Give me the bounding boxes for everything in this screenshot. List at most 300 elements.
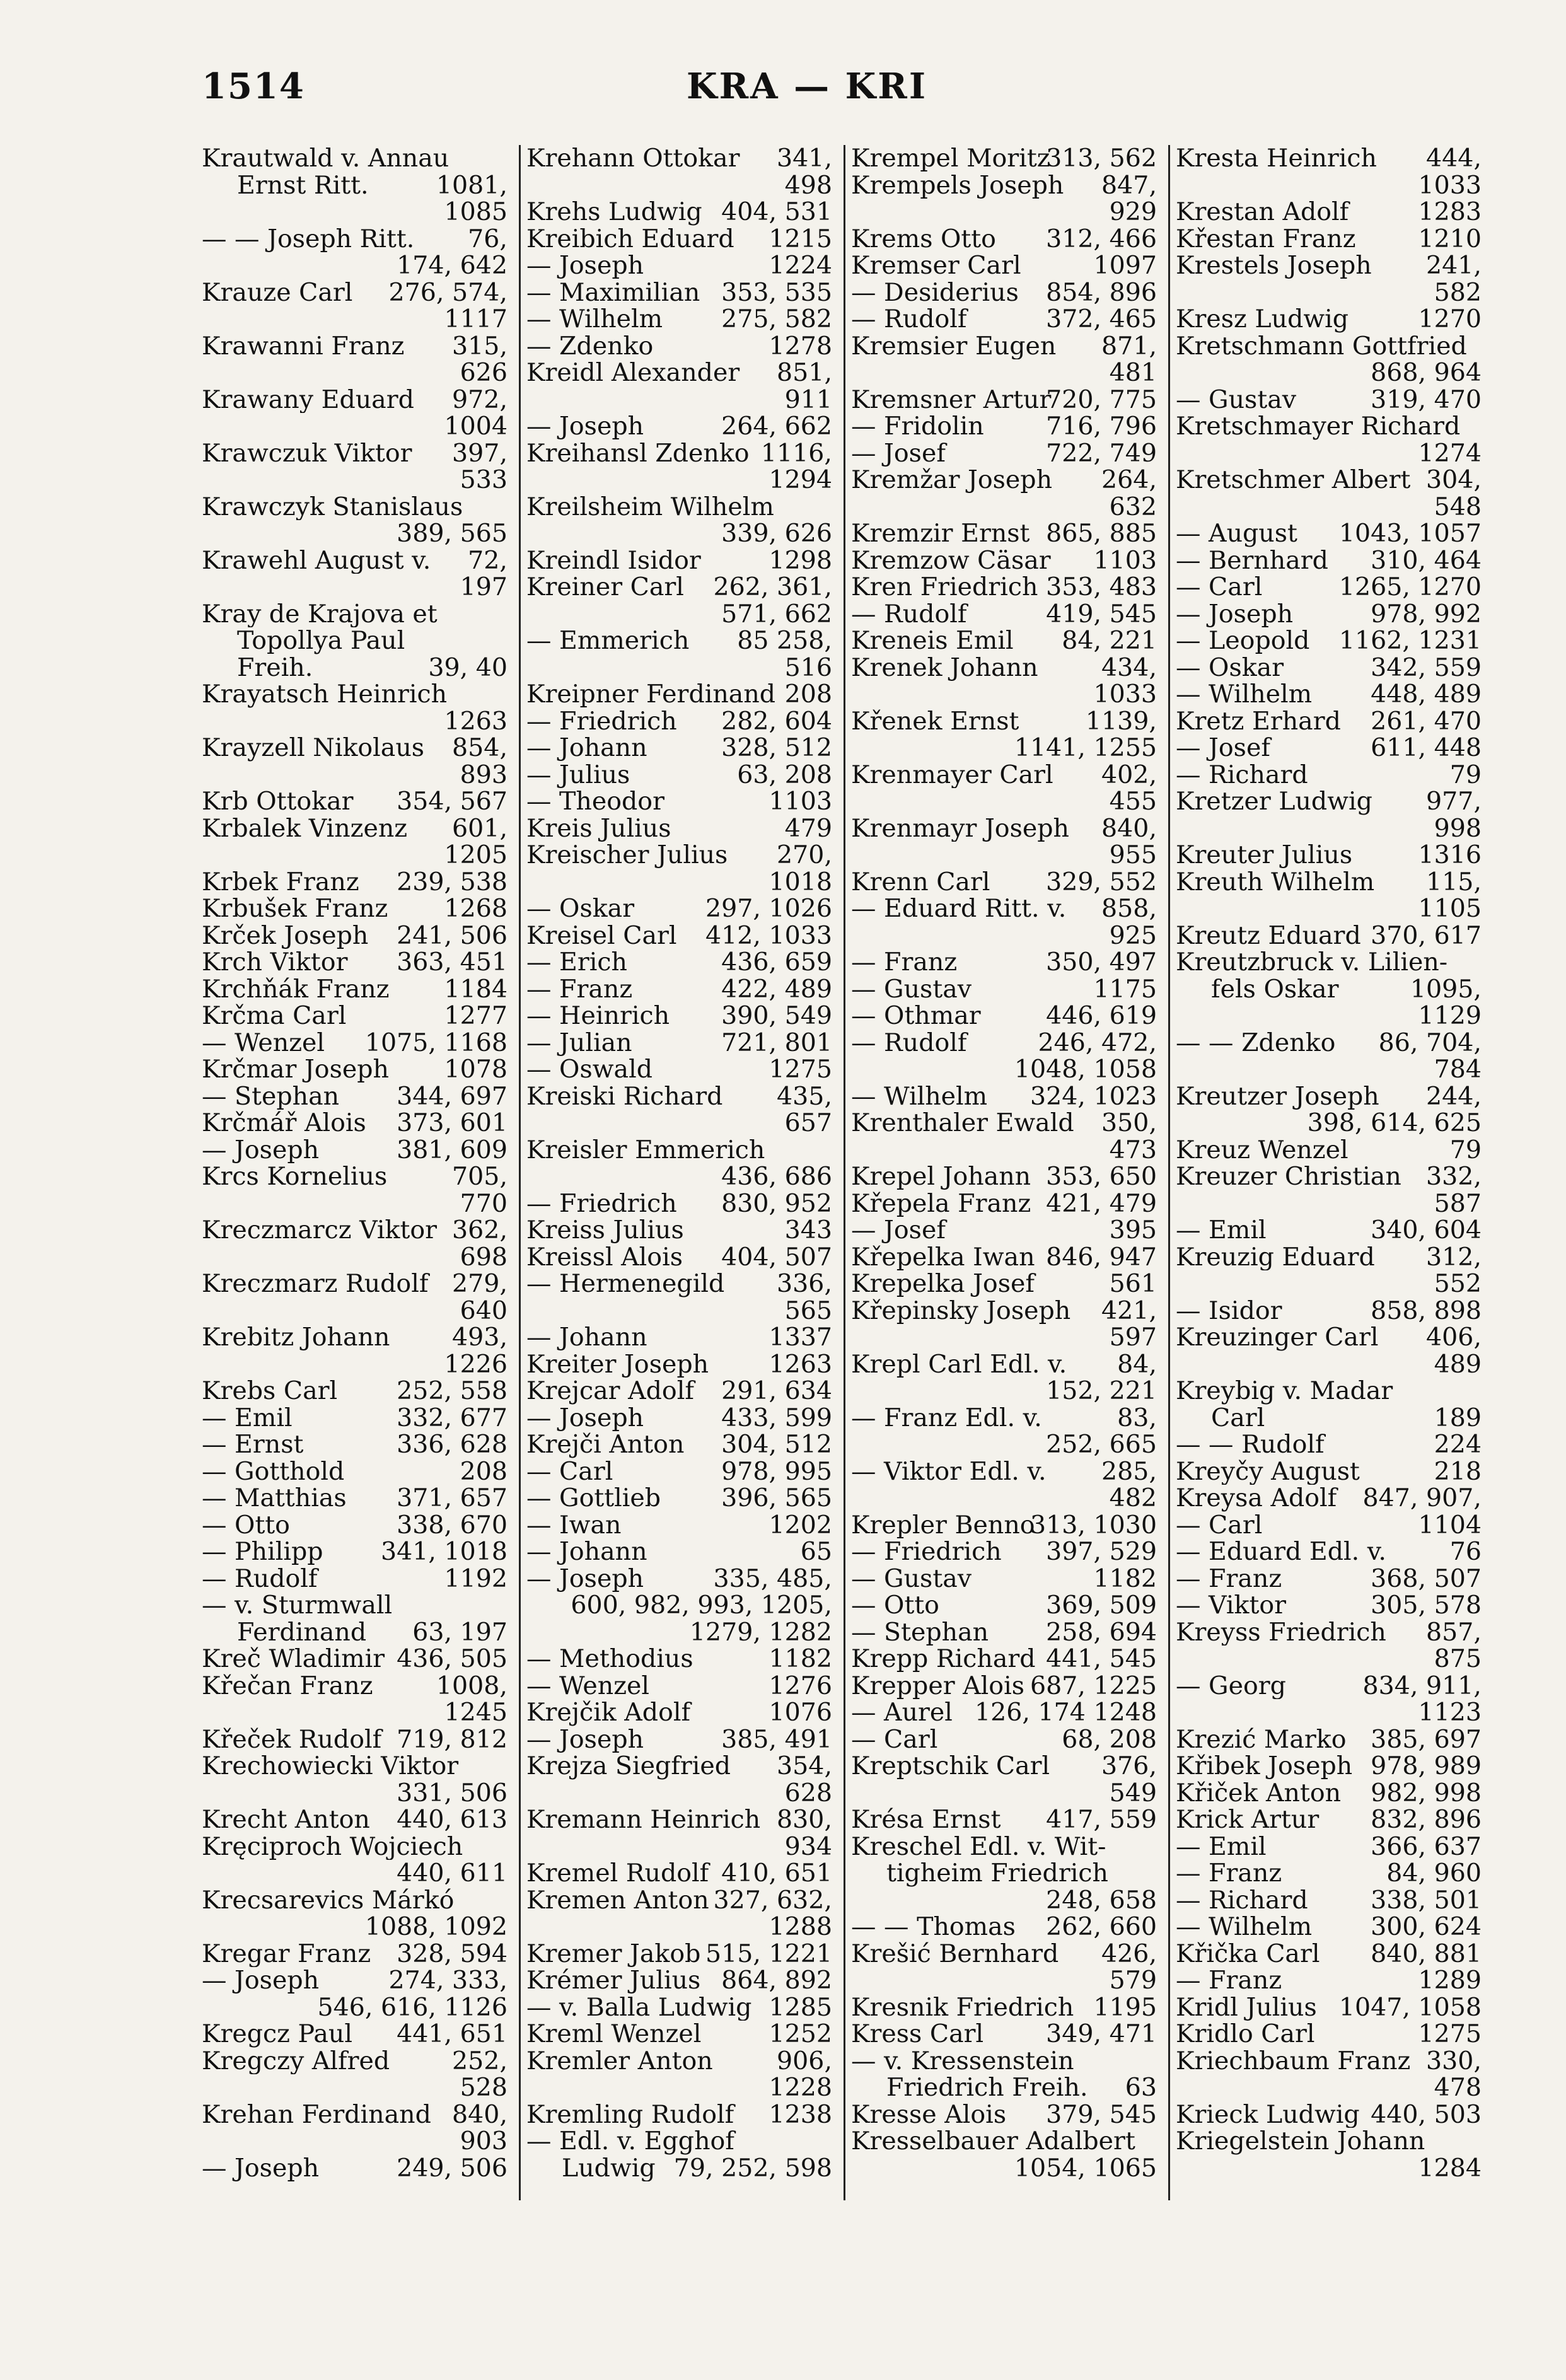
entry-pages: 390, 549 — [721, 1002, 832, 1030]
entry-name: — Johann — [526, 1538, 647, 1565]
index-entry — [526, 1699, 832, 1726]
index-entry — [526, 333, 832, 360]
entry-name: Kreuter Julius — [1176, 842, 1353, 869]
entry-pages: 1008, — [436, 1672, 508, 1699]
entry-name: — Julian — [526, 1029, 632, 1056]
entry-name: — Franz Edl. v. — [851, 1404, 1042, 1431]
index-entry — [1176, 1351, 1482, 1378]
entry-pages: 840, — [1101, 815, 1157, 842]
entry-name: Krejčik Adolf — [526, 1699, 691, 1726]
index-entry — [851, 172, 1157, 199]
entry-pages: 422, 489 — [721, 975, 832, 1002]
index-entry — [202, 815, 508, 842]
entry-pages: 328, 594 — [397, 1940, 508, 1967]
entry-pages: 1294 — [768, 467, 832, 494]
entry-name: Křička Carl — [1176, 1940, 1320, 1967]
index-entry — [526, 2048, 832, 2075]
entry-name: — Joseph — [202, 1967, 320, 1994]
entry-pages: 640 — [460, 1297, 508, 1324]
index-entry — [202, 1565, 508, 1593]
index-entry — [202, 333, 508, 360]
entry-name: — Gotthold — [202, 1458, 345, 1485]
entry-pages: 446, 619 — [1046, 1002, 1157, 1030]
index-entry — [1176, 1485, 1482, 1512]
entry-name: Krepper Alois — [851, 1672, 1024, 1699]
entry-pages: 1103 — [768, 788, 832, 815]
entry-pages: 421, — [1101, 1297, 1157, 1324]
entry-name: — Franz — [851, 949, 958, 976]
index-entry — [202, 226, 508, 253]
entry-name: Krejcar Adolf — [526, 1378, 694, 1405]
index-entry — [851, 1431, 1157, 1458]
entry-pages: 264, 662 — [721, 413, 832, 440]
index-entry — [526, 1270, 832, 1297]
index-entry — [202, 1110, 508, 1137]
entry-pages: 687, 1225 — [1030, 1672, 1157, 1699]
entry-name: Kreschel Edl. v. Wit- — [851, 1833, 1106, 1860]
entry-name: — Otto — [851, 1592, 939, 1619]
index-entry — [202, 2101, 508, 2128]
index-entry — [1176, 2021, 1482, 2048]
entry-pages: 716, 796 — [1046, 413, 1157, 440]
entry-pages: 341, 1018 — [380, 1538, 508, 1565]
entry-name: — Joseph — [526, 1565, 644, 1592]
entry-name: — Richard — [1176, 1886, 1308, 1913]
entry-name: — Stephan — [851, 1618, 989, 1646]
entry-pages: 332, — [1426, 1163, 1482, 1190]
entry-pages: 354, 567 — [397, 788, 508, 815]
index-entry — [851, 333, 1157, 360]
entry-pages: 241, 506 — [397, 922, 508, 949]
index-entry — [526, 440, 832, 467]
index-entry — [202, 1431, 508, 1458]
entry-name: Krepler Benno — [851, 1511, 1035, 1538]
entry-pages: 587 — [1434, 1190, 1482, 1217]
index-entry — [1176, 494, 1482, 521]
index-entry — [1176, 1565, 1482, 1593]
index-entry — [1176, 922, 1482, 949]
entry-pages: 406, — [1426, 1324, 1482, 1351]
entry-name: Kresz Ludwig — [1176, 306, 1349, 333]
index-entry — [202, 1913, 508, 1941]
entry-name: Kreyss Friedrich — [1176, 1618, 1386, 1646]
entry-name: Krenek Johann — [851, 654, 1038, 681]
index-entry — [202, 547, 508, 574]
entry-name: Kreč Wladimir — [202, 1646, 385, 1673]
entry-pages: 1104 — [1418, 1511, 1482, 1538]
entry-name: — Wilhelm — [851, 1083, 988, 1110]
entry-pages: 344, 697 — [397, 1083, 508, 1110]
entry-pages: 436, 659 — [721, 949, 832, 976]
index-entry — [1176, 1780, 1482, 1807]
entry-pages: 261, 470 — [1371, 707, 1482, 734]
index-entry — [1176, 842, 1482, 869]
entry-pages: 397, — [452, 439, 508, 467]
index-entry — [526, 574, 832, 601]
entry-name: Kreuz Wenzel — [1176, 1136, 1348, 1163]
entry-pages: 315, — [452, 332, 508, 359]
index-entry — [1176, 440, 1482, 467]
entry-pages: 597 — [1109, 1324, 1157, 1351]
entry-pages: 338, 670 — [397, 1511, 508, 1538]
index-entry — [202, 520, 508, 547]
entry-name: Kreipner Ferdinand — [526, 681, 776, 708]
entry-name: Kreml Wenzel — [526, 2021, 702, 2048]
entry-name: Kresta Heinrich — [1176, 145, 1377, 172]
entry-pages: 1048, 1058 — [1014, 1056, 1157, 1083]
entry-pages: 893 — [460, 761, 508, 788]
entry-name: Krésa Ernst — [851, 1806, 1001, 1833]
index-entry — [1176, 1137, 1482, 1164]
index-entry — [526, 1726, 832, 1753]
entry-pages: 440, 611 — [397, 1860, 508, 1887]
entry-pages: 657 — [784, 1110, 832, 1137]
entry-name: Kreczmarz Rudolf — [202, 1270, 429, 1297]
index-entry — [851, 547, 1157, 574]
index-entry — [202, 1405, 508, 1432]
index-entry — [202, 842, 508, 869]
entry-name: — Stephan — [202, 1083, 340, 1110]
index-entry — [851, 1351, 1157, 1378]
entry-name: Freih. — [237, 654, 313, 681]
index-entry — [202, 2048, 508, 2075]
entry-pages: 1270 — [1418, 306, 1482, 333]
entry-name: — Othmar — [851, 1002, 981, 1030]
entry-pages: 455 — [1109, 788, 1157, 815]
entry-name: — Philipp — [202, 1538, 323, 1565]
entry-pages: 305, 578 — [1371, 1592, 1482, 1619]
entry-pages: 565 — [784, 1297, 832, 1324]
index-entry — [202, 2021, 508, 2048]
index-entry — [851, 2101, 1157, 2128]
index-column-1 — [202, 145, 508, 2207]
index-entry — [202, 172, 508, 199]
index-entry — [851, 2074, 1157, 2101]
entry-pages: 72, — [468, 547, 508, 574]
entry-pages: 63 — [1125, 2074, 1157, 2101]
entry-pages: 291, 634 — [721, 1378, 832, 1405]
entry-name: — Franz — [526, 975, 633, 1002]
entry-pages: 252, 558 — [397, 1378, 508, 1405]
index-entry — [526, 2101, 832, 2128]
entry-name: — Eduard Ritt. v. — [851, 895, 1067, 922]
index-entry — [1176, 467, 1482, 494]
entry-name: — Friedrich — [851, 1538, 1002, 1565]
entry-name: — Emmerich — [526, 627, 690, 654]
entry-pages: 528 — [460, 2074, 508, 2101]
entry-pages: 312, — [1426, 1243, 1482, 1270]
index-entry — [202, 1699, 508, 1726]
entry-pages: 1162, 1231 — [1338, 627, 1482, 654]
entry-name: Kreissl Alois — [526, 1243, 683, 1270]
entry-pages: 1117 — [444, 306, 508, 333]
entry-name: Kreisler Emmerich — [526, 1136, 765, 1163]
entry-pages: 548 — [1434, 493, 1482, 520]
entry-name: — Oskar — [1176, 654, 1284, 681]
index-entry — [526, 1538, 832, 1565]
index-entry — [1176, 949, 1482, 976]
index-entry — [1176, 279, 1482, 306]
index-entry — [851, 788, 1157, 815]
entry-name: — — Rudolf — [1176, 1431, 1325, 1458]
entry-name: Krch Viktor — [202, 949, 348, 976]
index-entry — [851, 1619, 1157, 1646]
entry-pages: 300, 624 — [1371, 1913, 1482, 1941]
entry-pages: 601, — [452, 815, 508, 842]
entry-name: Kresselbauer Adalbert — [851, 2128, 1135, 2155]
index-entry — [851, 145, 1157, 172]
entry-pages: 978, 989 — [1371, 1753, 1482, 1780]
index-entry — [202, 306, 508, 333]
entry-name: — Franz — [1176, 1860, 1282, 1887]
entry-name: — Joseph — [526, 1726, 644, 1753]
entry-pages: 840, — [452, 2101, 508, 2128]
index-entry — [851, 1512, 1157, 1539]
entry-name: — Emil — [1176, 1217, 1267, 1244]
entry-pages: 552 — [1434, 1270, 1482, 1297]
entry-pages: 929 — [1109, 199, 1157, 226]
index-entry — [202, 976, 508, 1003]
entry-name: Křepinsky Joseph — [851, 1297, 1071, 1324]
index-entry — [202, 1726, 508, 1753]
entry-pages: 498 — [784, 171, 832, 199]
entry-name: — Johann — [526, 1324, 647, 1351]
entry-pages: 376, — [1101, 1753, 1157, 1780]
entry-name: Ferdinand — [237, 1618, 367, 1646]
entry-name: Kretz Erhard — [1176, 707, 1341, 734]
index-entry — [202, 1030, 508, 1057]
index-entry — [851, 1244, 1157, 1271]
entry-pages: 395 — [1109, 1217, 1157, 1244]
index-entry — [526, 1351, 832, 1378]
entry-name: Krempel Moritz — [851, 145, 1050, 172]
entry-name: Kreibich Eduard — [526, 225, 734, 252]
entry-pages: 366, 637 — [1371, 1833, 1482, 1860]
entry-pages: 1105 — [1418, 895, 1482, 922]
entry-pages: 338, 501 — [1371, 1886, 1482, 1913]
entry-pages: 270, — [777, 842, 832, 869]
entry-pages: 998 — [1434, 815, 1482, 842]
entry-name: — Gustav — [851, 975, 972, 1002]
index-entry — [202, 681, 508, 708]
entry-pages: 1103 — [1093, 547, 1157, 574]
index-entry — [851, 1967, 1157, 1994]
entry-name: — Leopold — [1176, 627, 1310, 654]
entry-pages: 83, — [1117, 1404, 1157, 1431]
index-entry — [202, 1458, 508, 1485]
index-entry — [526, 1190, 832, 1217]
entry-pages: 86, 704, — [1378, 1029, 1482, 1056]
entry-name: — Josef — [851, 439, 946, 467]
entry-pages: 441, 651 — [397, 2021, 508, 2048]
entry-pages: 434, — [1101, 654, 1157, 681]
entry-name: Kridl Julius — [1176, 1994, 1317, 2021]
entry-pages: 977, — [1426, 788, 1482, 815]
entry-pages: 982, 998 — [1371, 1779, 1482, 1806]
index-entry — [1176, 359, 1482, 386]
index-entry — [526, 1753, 832, 1780]
entry-pages: 832, 896 — [1371, 1806, 1482, 1833]
index-entry — [1176, 1994, 1482, 2021]
index-entry — [202, 949, 508, 976]
entry-name: — Emil — [1176, 1833, 1267, 1860]
entry-name: Kreybig v. Madar — [1176, 1378, 1393, 1405]
entry-pages: 698 — [460, 1243, 508, 1270]
entry-pages: 1097 — [1093, 252, 1157, 279]
entry-pages: 1182 — [768, 1646, 832, 1673]
entry-name: Kreidl Alexander — [526, 359, 740, 386]
entry-pages: 1215 — [768, 225, 832, 252]
entry-name: — Desiderius — [851, 279, 1019, 306]
entry-name: Krayatsch Heinrich — [202, 681, 448, 708]
index-entry — [526, 1860, 832, 1887]
index-entry — [1176, 1913, 1482, 1941]
index-entry — [851, 1030, 1157, 1057]
index-entry — [202, 1244, 508, 1271]
index-entry — [526, 1941, 832, 1968]
entry-pages: 582 — [1434, 279, 1482, 306]
index-entry — [851, 440, 1157, 467]
entry-pages: 335, 485, — [713, 1565, 832, 1592]
entry-pages: 1288 — [768, 1913, 832, 1941]
index-entry — [1176, 1270, 1482, 1297]
index-entry — [526, 1458, 832, 1485]
index-entry — [202, 1753, 508, 1780]
index-entry — [202, 574, 508, 601]
index-entry — [202, 413, 508, 440]
entry-name: — Viktor Edl. v. — [851, 1458, 1047, 1485]
index-entry — [851, 949, 1157, 976]
index-entry — [526, 226, 832, 253]
entry-pages: 473 — [1109, 1136, 1157, 1163]
entry-pages: 404, 507 — [721, 1243, 832, 1270]
entry-pages: 197 — [460, 574, 508, 601]
entry-pages: 385, 491 — [721, 1726, 832, 1753]
index-entry — [202, 1887, 508, 1914]
index-entry — [526, 1137, 832, 1164]
entry-pages: 336, 628 — [397, 1431, 508, 1458]
entry-pages: 369, 509 — [1046, 1592, 1157, 1619]
entry-name: Křenek Ernst — [851, 707, 1019, 734]
entry-name: Křeček Rudolf — [202, 1726, 382, 1753]
entry-name: Kriechbaum Franz — [1176, 2047, 1411, 2074]
entry-pages: 1275 — [768, 1056, 832, 1083]
entry-pages: 784 — [1434, 1056, 1482, 1083]
entry-name: — Josef — [851, 1217, 946, 1244]
index-entry — [526, 1994, 832, 2021]
entry-pages: 854, — [452, 734, 508, 762]
entry-pages: 1279, 1282 — [689, 1618, 832, 1646]
entry-pages: 435, — [777, 1083, 832, 1110]
entry-name: Krepp Richard — [851, 1646, 1036, 1673]
index-entry — [1176, 627, 1482, 654]
entry-pages: 906, — [777, 2047, 832, 2074]
entry-pages: 402, — [1101, 761, 1157, 788]
entry-pages: 274, 333, — [388, 1967, 508, 1994]
index-entry — [526, 1619, 832, 1646]
index-entry — [202, 386, 508, 414]
entry-pages: 1175 — [1093, 975, 1157, 1002]
index-entry — [202, 1137, 508, 1164]
entry-name: Kreindl Isidor — [526, 547, 701, 574]
entry-pages: 1228 — [768, 2074, 832, 2101]
entry-pages: 410, 651 — [721, 1860, 832, 1887]
index-entry — [526, 199, 832, 226]
entry-name: — Ernst — [202, 1431, 304, 1458]
index-entry — [202, 252, 508, 279]
entry-pages: 370, 617 — [1371, 922, 1482, 949]
index-entry — [1176, 1833, 1482, 1860]
index-entry — [526, 1806, 832, 1833]
index-entry — [526, 1565, 832, 1593]
entry-name: — Maximilian — [526, 279, 700, 306]
entry-name: Friedrich Freih. — [886, 2074, 1088, 2101]
index-entry — [202, 1002, 508, 1030]
index-entry — [526, 976, 832, 1003]
index-entry — [526, 386, 832, 414]
index-entry — [526, 869, 832, 896]
entry-pages: 343 — [784, 1217, 832, 1244]
index-entry — [851, 815, 1157, 842]
index-entry — [851, 252, 1157, 279]
index-entry — [526, 1512, 832, 1539]
entry-pages: 433, 599 — [721, 1404, 832, 1431]
entry-pages: 152, 221 — [1046, 1378, 1157, 1405]
entry-name: — Joseph — [526, 1404, 644, 1431]
index-entry — [851, 1994, 1157, 2021]
entry-name: — Rudolf — [851, 1029, 967, 1056]
entry-name: Kreptschik Carl — [851, 1753, 1050, 1780]
entry-name: Kreutz Eduard — [1176, 922, 1361, 949]
entry-name: — Gottlieb — [526, 1485, 661, 1512]
entry-pages: 353, 650 — [1046, 1163, 1157, 1190]
entry-pages: 331, 506 — [397, 1779, 508, 1806]
index-entry — [202, 734, 508, 762]
entry-pages: 440, 503 — [1371, 2101, 1482, 2128]
entry-pages: 770 — [460, 1190, 508, 1217]
entry-pages: 721, 801 — [721, 1029, 832, 1056]
entry-pages: 441, 545 — [1046, 1646, 1157, 1673]
entry-pages: 285, — [1101, 1458, 1157, 1485]
index-entry — [526, 252, 832, 279]
entry-pages: 1210 — [1418, 225, 1482, 252]
entry-pages: 327, 632, — [713, 1886, 832, 1913]
entry-name: Krenthaler Ewald — [851, 1110, 1074, 1137]
entry-pages: 1047, 1058 — [1338, 1994, 1482, 2021]
entry-pages: 313, 562 — [1046, 145, 1157, 172]
entry-name: — Carl — [1176, 574, 1263, 601]
index-entry — [1176, 708, 1482, 735]
entry-pages: 368, 507 — [1371, 1565, 1482, 1592]
entry-pages: 310, 464 — [1371, 547, 1482, 574]
entry-pages: 846, 947 — [1046, 1243, 1157, 1270]
entry-pages: 276, 574, — [388, 279, 508, 306]
index-entry — [1176, 306, 1482, 333]
entry-name: Carl — [1211, 1404, 1265, 1431]
entry-name: Krecht Anton — [202, 1806, 370, 1833]
entry-pages: 404, 531 — [721, 199, 832, 226]
index-entry — [526, 145, 832, 172]
entry-pages: 436, 505 — [397, 1646, 508, 1673]
index-entry — [1176, 1538, 1482, 1565]
entry-name: Kreis Julius — [526, 815, 671, 842]
index-entry — [526, 1378, 832, 1405]
index-entry — [851, 1378, 1157, 1405]
entry-name: — Franz — [1176, 1565, 1282, 1592]
index-entry — [1176, 1083, 1482, 1110]
entry-pages: 925 — [1109, 922, 1157, 949]
entry-name: Krejči Anton — [526, 1431, 685, 1458]
